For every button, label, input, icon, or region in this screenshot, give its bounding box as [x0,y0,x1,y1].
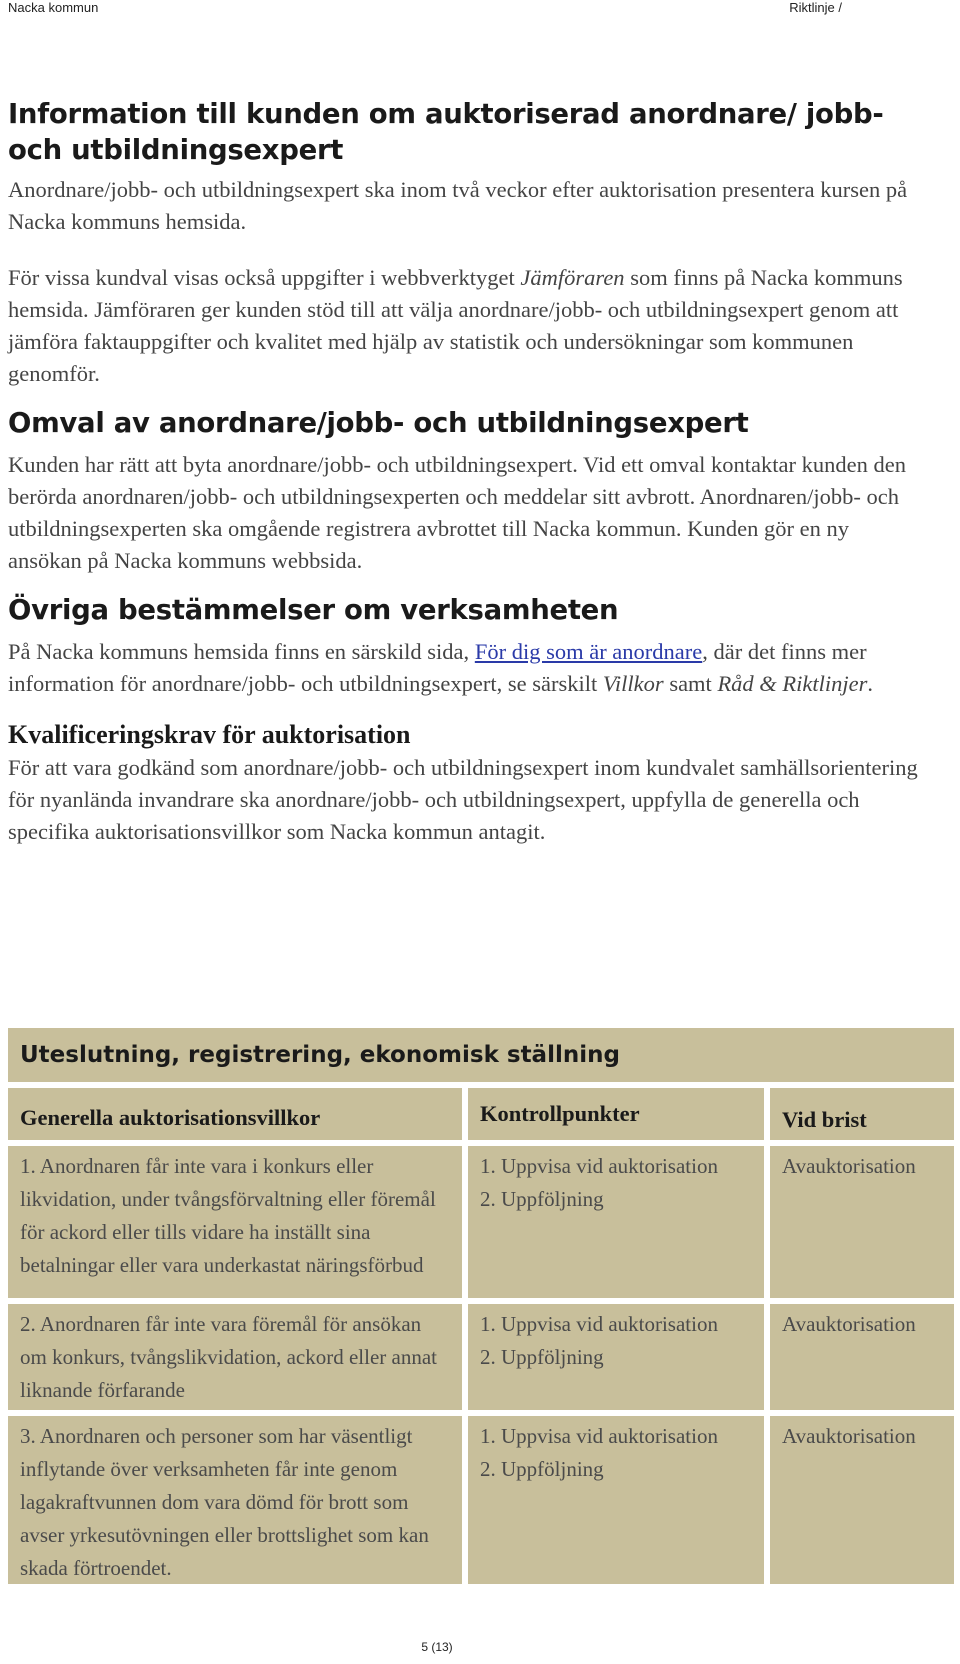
paragraph-reselection: Kunden har rätt att byta anordnare/jobb- och utbildningsexpert. Vid ett omval kontaktar kunden den berörda anordnaren/jobb- och utbildningsexperten och meddelar sitt avbrott. Anordnaren/jobb- och utbildningsexperten ska omgående registrera avbrottet till Nacka kommun. Kunden gör en ny ansökan på Nacka kommuns webbsida. [8,452,906,573]
checkpoint-item: 2. Uppföljning [480,1187,604,1211]
paragraph-other-provisions [8,636,928,700]
table-header-row [8,1088,954,1140]
table-cell-condition: 3. Anordnaren och personer som har väsentligt inflytande över verksamheten får inte genom lagakraftvunnen dom vara dömd för brott som avser yrkesutövningen eller brottslighet som kan skada förtroendet. [8,1416,462,1584]
text-segment: som finns på Nacka kommuns hemsida. Jämföraren ger kunden stöd till att välja anordnare/jobb- och utbildningsexpert genom att jämföra faktauppgifter och kvalitet med hjälp av statistik och undersökningar som kommunen genomför. [8,265,903,386]
table-cell-condition: 1. Anordnaren får inte vara i konkurs eller likvidation, under tvångsförvaltning eller föremål för ackord eller tills vidare ha inställt sina betalningar eller vara underkastat näringsförbud [8,1146,462,1298]
table-cell-action: Avauktorisation [770,1304,954,1410]
heading-qualification: Kvalificeringskrav för auktorisation [8,720,411,749]
italic-villkor: Villkor [602,671,664,696]
column-header-on-failure: Vid brist [770,1088,954,1140]
checkpoint-item: 1. Uppvisa vid auktorisation [480,1154,718,1178]
text-segment: För vissa kundval visas också uppgifter i webbverktyget [8,265,521,290]
document-body [8,96,928,848]
table-row [8,1416,954,1584]
column-header-conditions: Generella auktorisationsvillkor [8,1088,462,1140]
table-cell-checkpoints [468,1304,764,1410]
paragraph-comparison-tool [8,262,928,390]
italic-guidelines: Råd & Riktlinjer [717,671,868,696]
requirements-table [8,1028,954,1584]
table-cell-checkpoints [468,1416,764,1584]
table-cell-condition: 2. Anordnaren får inte vara föremål för ansökan om konkurs, tvångslikvidation, ackord eller annat liknande förfarande [8,1304,462,1410]
checkpoint-item: 2. Uppföljning [480,1457,604,1481]
page-number: 5 (13) [421,1640,453,1654]
table-cell-action: Avauktorisation [770,1146,954,1298]
table-cell-checkpoints [468,1146,764,1298]
page-header [0,0,960,24]
header-organization: Nacka kommun [8,0,99,15]
heading-customer-information: Information till kunden om auktoriserad anordnare/ jobb- och utbildningsexpert [8,98,884,166]
text-segment: På Nacka kommuns hemsida finns en särskild sida, [8,639,475,664]
text-segment: samt [663,671,718,696]
checkpoint-item: 1. Uppvisa vid auktorisation [480,1424,718,1448]
text-segment: . [867,671,874,696]
page-footer [0,1640,960,1654]
checkpoint-item: 1. Uppvisa vid auktorisation [480,1312,718,1336]
text-segment: , där det finns mer information för anordnare/jobb- och utbildningsexpert, se särskilt [8,639,867,696]
tool-name-italic: Jämföraren [520,265,625,290]
heading-other-provisions: Övriga bestämmelser om verksamheten [8,594,619,626]
table-title: Uteslutning, registrering, ekonomisk ställning [8,1028,954,1082]
column-header-checkpoints: Kontrollpunkter [468,1088,764,1140]
paragraph-presentation: Anordnare/jobb- och utbildningsexpert ska inom två veckor efter auktorisation presentera kursen på Nacka kommuns hemsida. [8,177,908,234]
header-document-type: Riktlinje / [789,0,842,15]
table-cell-action: Avauktorisation [770,1416,954,1584]
heading-reselection: Omval av anordnare/jobb- och utbildningsexpert [8,407,749,439]
table-row [8,1304,954,1410]
paragraph-qualification: För att vara godkänd som anordnare/jobb- och utbildningsexpert inom kundvalet samhällsorientering för nyanlända invandrare ska anordnare/jobb- och utbildningsexpert, uppfylla de generella och specifika auktorisationsvillkor som Nacka kommun antagit. [8,755,918,844]
table-row [8,1146,954,1298]
link-for-providers[interactable]: För dig som är anordnare [474,639,703,664]
checkpoint-item: 2. Uppföljning [480,1345,604,1369]
